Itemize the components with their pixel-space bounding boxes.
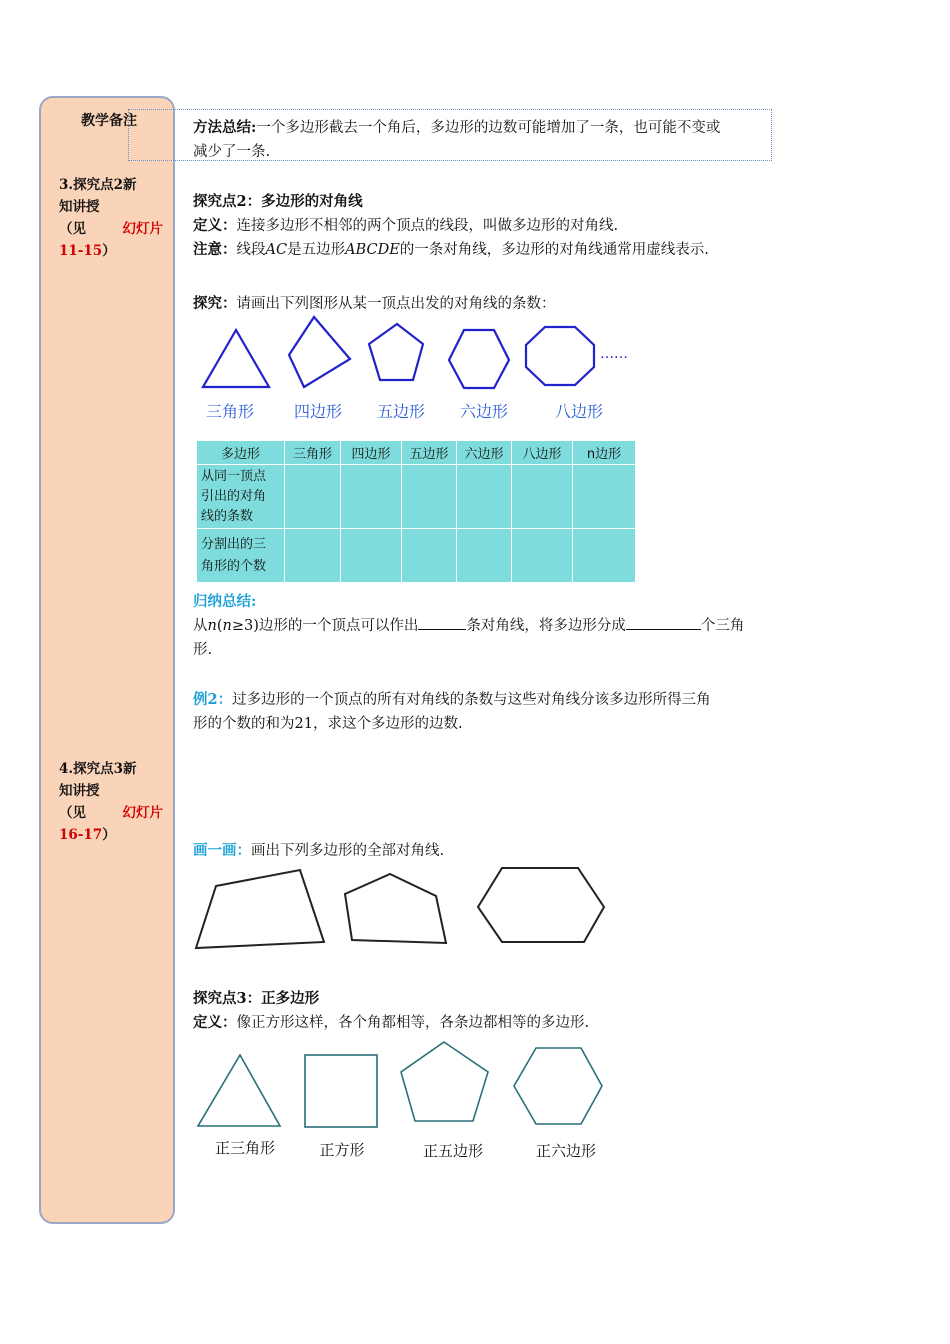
cell[interactable] bbox=[512, 529, 573, 583]
point2-note: 注意：线段AC是五边形ABCDE的一条对角线，多边形的对角线通常用虚线表示. bbox=[193, 241, 709, 258]
point2-section bbox=[193, 190, 813, 262]
square-shape bbox=[305, 1055, 377, 1127]
label-hexagon: 六边形 bbox=[459, 402, 509, 421]
sidebar-section-3 bbox=[59, 174, 163, 262]
polygon-table bbox=[196, 440, 636, 583]
draw-instruction: 画一画：画出下列多边形的全部对角线. bbox=[193, 842, 445, 859]
label-equilateral-triangle: 正三角形 bbox=[214, 1139, 276, 1157]
sec4-range: 16-17） bbox=[59, 827, 116, 843]
triangle-shape bbox=[203, 330, 269, 387]
sec4-line1: 4.探究点3新 bbox=[59, 761, 137, 777]
sidebar-section-4 bbox=[59, 758, 163, 846]
cell[interactable] bbox=[341, 529, 402, 583]
label-regular-hexagon: 正六边形 bbox=[535, 1142, 597, 1160]
row-diagonals-label: 从同一顶点 引出的对角 线的条数 bbox=[197, 465, 285, 529]
pentagon-shape bbox=[369, 324, 423, 380]
hexagon-shape bbox=[449, 330, 509, 388]
equilateral-triangle-shape bbox=[198, 1055, 280, 1126]
sidebar bbox=[39, 96, 175, 1224]
th-pentagon: 五边形 bbox=[402, 441, 457, 465]
draw-shapes bbox=[190, 862, 620, 956]
label-quadrilateral: 四边形 bbox=[293, 402, 343, 421]
ellipsis: …… bbox=[600, 346, 628, 362]
hexagon-drawing bbox=[478, 868, 604, 942]
pentagon-drawing bbox=[345, 874, 446, 943]
example-2: 例2：过多边形的一个顶点的所有对角线的条数与这些对角线分该多边形所得三角 形的个数的和为21，求这个多边形的边数. bbox=[193, 691, 711, 732]
sec4-see-line: （见 幻灯片 bbox=[59, 805, 163, 821]
sec3-line1: 3.探究点2新 bbox=[59, 177, 137, 193]
point3-heading: 探究点3：正多边形 bbox=[193, 990, 320, 1007]
point3-definition: 定义：像正方形这样，各个角都相等，各条边都相等的多边形. bbox=[193, 1014, 590, 1031]
row-triangles-label: 分割出的三 角形的个数 bbox=[197, 529, 285, 583]
table-header-row bbox=[197, 441, 636, 465]
th-hexagon: 六边形 bbox=[457, 441, 512, 465]
quadrilateral-shape bbox=[289, 317, 350, 387]
cell[interactable] bbox=[573, 465, 636, 529]
cell[interactable] bbox=[285, 465, 341, 529]
induction-text-2: 形. bbox=[193, 642, 213, 658]
induction-label: 归纳总结: bbox=[193, 593, 257, 610]
point3-section bbox=[193, 987, 813, 1035]
point2-heading: 探究点2：多边形的对角线 bbox=[193, 193, 363, 210]
sec4-line2: 知讲授 bbox=[59, 783, 100, 799]
cell[interactable] bbox=[512, 465, 573, 529]
label-pentagon: 五边形 bbox=[376, 402, 426, 421]
regular-hexagon-shape bbox=[514, 1048, 602, 1124]
cell[interactable] bbox=[402, 465, 457, 529]
induction-summary bbox=[193, 590, 813, 662]
method-summary: 方法总结:一个多边形截去一个角后，多边形的边数可能增加了一条，也可能不变或 减少了一条. bbox=[193, 119, 721, 160]
label-octagon: 八边形 bbox=[554, 402, 604, 421]
cell[interactable] bbox=[457, 529, 512, 583]
cell[interactable] bbox=[285, 529, 341, 583]
cell[interactable] bbox=[402, 529, 457, 583]
sec3-see-line: （见 幻灯片 bbox=[59, 221, 163, 237]
cell[interactable] bbox=[573, 529, 636, 583]
table-row bbox=[197, 465, 636, 529]
th-octagon: 八边形 bbox=[512, 441, 573, 465]
table-row bbox=[197, 529, 636, 583]
th-n-gon: n边形 bbox=[573, 441, 636, 465]
label-regular-pentagon: 正五边形 bbox=[422, 1142, 484, 1160]
label-triangle: 三角形 bbox=[205, 402, 255, 421]
th-quad: 四边形 bbox=[341, 441, 402, 465]
octagon-shape bbox=[526, 327, 594, 385]
sec3-range: 11-15） bbox=[59, 243, 116, 259]
induction-text: 从n(n≥3)边形的一个顶点可以作出 条对角线，将多边形分成 个三角 bbox=[193, 614, 813, 638]
th-polygon: 多边形 bbox=[197, 441, 285, 465]
cell[interactable] bbox=[341, 465, 402, 529]
sec3-line2: 知讲授 bbox=[59, 199, 100, 215]
point2-definition: 定义：连接多边形不相邻的两个顶点的线段，叫做多边形的对角线. bbox=[193, 217, 619, 234]
explore-line: 探究：请画出下列图形从某一顶点出发的对角线的条数： bbox=[193, 295, 556, 312]
blank-triangles[interactable] bbox=[626, 614, 701, 630]
quadrilateral-drawing bbox=[196, 870, 324, 948]
th-triangle: 三角形 bbox=[285, 441, 341, 465]
regular-pentagon-shape bbox=[401, 1042, 488, 1121]
label-square: 正方形 bbox=[319, 1141, 365, 1159]
blank-diagonals[interactable] bbox=[418, 614, 466, 630]
regular-shapes bbox=[190, 1036, 620, 1166]
explore-shapes bbox=[196, 315, 646, 427]
cell[interactable] bbox=[457, 465, 512, 529]
sidebar-title: 教学备注 bbox=[81, 113, 137, 129]
